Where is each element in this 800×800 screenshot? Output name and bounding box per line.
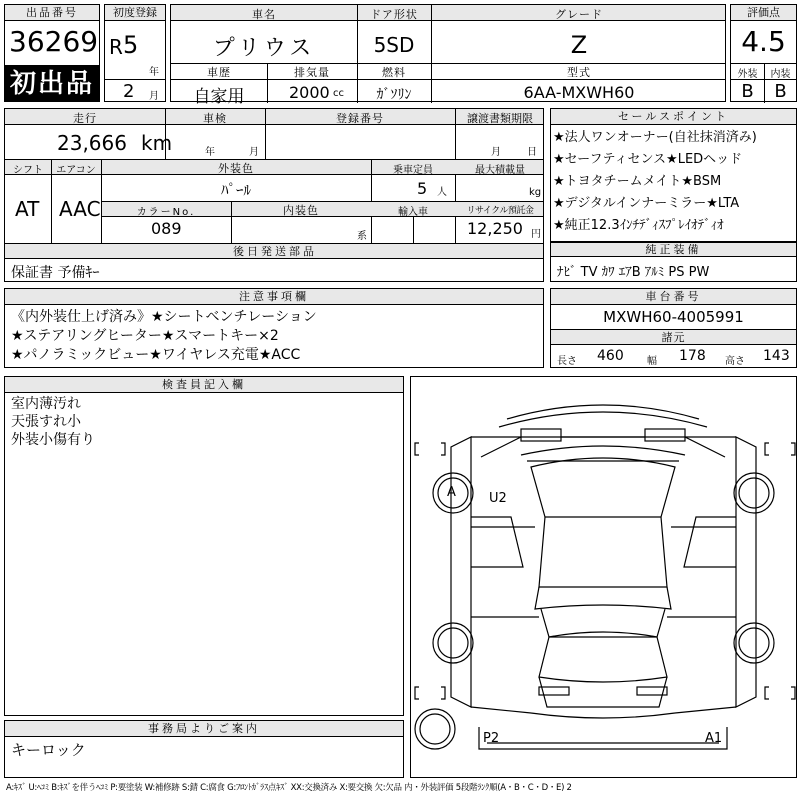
chassis-number: MXWH60-4005991 — [603, 308, 744, 326]
car-diagram — [410, 376, 797, 778]
height: 143 — [763, 348, 790, 364]
inspector-notes — [11, 395, 95, 449]
ext-color-label: 外装色 — [218, 162, 254, 175]
sales-label: セールスポイント — [551, 109, 796, 125]
inspector-note: 天張すれ小 — [11, 414, 81, 430]
note-line: ★ステアリングヒーター★スマートキー×2 — [11, 328, 279, 344]
office-box — [4, 720, 404, 778]
capacity-label: 乗車定員 — [393, 165, 433, 176]
door-type: 5SD — [373, 33, 415, 57]
score: 4.5 — [741, 25, 786, 58]
office-text: キーロック — [11, 741, 86, 759]
damage-mark-p2: P2 — [483, 731, 500, 746]
height-label: 高さ — [725, 356, 745, 367]
equipment: ﾅﾋﾞ TV ｶﾜ ｴｱB ｱﾙﾐ PS PW — [557, 265, 710, 280]
notes-box — [4, 288, 544, 368]
transfer-month-unit: 月 — [491, 147, 501, 158]
details-box — [4, 108, 544, 282]
displacement-label: 排気量 — [294, 66, 330, 79]
ext-color: ﾊﾟｰﾙ — [220, 181, 251, 199]
ext-label: 外装 — [737, 69, 758, 80]
model-label: 型式 — [567, 66, 591, 79]
later-parts: 保証書 予備ｷｰ — [11, 265, 100, 281]
inspector-note: 室内薄汚れ — [11, 396, 81, 412]
recycle-label: リサイクル預託金 — [466, 206, 534, 216]
ac: AAC — [59, 197, 101, 221]
length: 460 — [597, 348, 624, 364]
inspector-box — [4, 376, 404, 716]
recycle: 12,250 — [467, 219, 523, 238]
equipment-label: 純正装備 — [551, 243, 796, 257]
displacement-unit: cc — [333, 88, 344, 99]
load-unit: kg — [529, 187, 542, 198]
notes-list — [11, 308, 317, 365]
int-label: 内装 — [770, 69, 791, 80]
sales-point: ★純正12.3ｲﾝﾁﾃﾞｨｽﾌﾟﾚｲｵﾃﾞｨｵ — [553, 218, 724, 233]
equipment-box — [550, 242, 797, 282]
mileage-label: 走行 — [73, 112, 97, 125]
lot-box — [4, 4, 100, 66]
inspector-note: 外装小傷有り — [11, 432, 95, 448]
year-unit: 年 — [149, 67, 159, 78]
int-grade: B — [774, 81, 787, 102]
history-label: 車歴 — [207, 66, 231, 79]
lot-label: 出品番号 — [5, 5, 99, 21]
length-label: 長さ — [557, 356, 577, 367]
history: 自家用 — [193, 87, 245, 107]
score-label: 評価点 — [731, 5, 796, 21]
load-label: 最大積載量 — [475, 165, 525, 176]
first-listing-badge: 初出品 — [4, 66, 100, 102]
name-label: 車名 — [252, 8, 276, 21]
mileage-unit: km — [141, 131, 173, 155]
sales-point: ★トヨタチームメイト★BSM — [553, 174, 722, 189]
fuel-label: 燃料 — [382, 66, 406, 79]
lot-number: 36269 — [9, 25, 99, 58]
top-section — [4, 4, 797, 107]
later-parts-label: 後日発送部品 — [233, 245, 317, 258]
sales-point: ★法人ワンオーナー(自社抹消済み) — [553, 130, 757, 145]
inspector-label: 検査員記入欄 — [5, 377, 403, 393]
vehicle-info-box — [170, 4, 726, 107]
notes-label: 注意事項欄 — [5, 289, 543, 305]
reg-year: 5 — [123, 31, 139, 59]
import-label: 輸入車 — [398, 207, 428, 218]
plate-label: 登録番号 — [336, 112, 384, 125]
int-color-suffix: 系 — [357, 231, 367, 242]
first-registration-box — [104, 4, 166, 102]
grade: Z — [570, 31, 588, 59]
reg-month: 2 — [123, 81, 135, 102]
ac-label: エアコン — [56, 165, 96, 176]
chassis-label: 車台番号 — [551, 289, 796, 305]
color-no-label: カラーNo. — [136, 207, 196, 218]
first-reg-label: 初度登録 — [105, 5, 165, 21]
shift: AT — [15, 197, 40, 221]
sales-points-list — [553, 127, 796, 237]
mileage: 23,666 — [57, 131, 127, 155]
legend: A:ｷｽﾞ U:ﾍｺﾐ B:ｷｽﾞを伴うﾍｺﾐ P:要塗装 W:補修跡 S:錆 C:腐食 G:ﾌﾛﾝﾄｶﾞﾗｽ点ｷｽﾞ XX:交換済み X:要交換 欠:欠品 内・外装評価 5段階ﾗﾝｸ順(A・B・C・D・E) 2 — [6, 783, 572, 793]
chassis-box — [550, 288, 797, 368]
score-box — [730, 4, 797, 102]
width: 178 — [679, 348, 706, 364]
recycle-unit: 円 — [531, 229, 541, 240]
era: R — [109, 35, 123, 59]
inspection-year-unit: 年 — [205, 147, 215, 158]
color-no: 089 — [151, 219, 182, 238]
dims-label: 諸元 — [661, 331, 686, 344]
office-label: 事務局よりご案内 — [5, 721, 403, 737]
damage-mark-u2: U2 — [489, 491, 507, 506]
note-line: 《内外装仕上げ済み》★シートベンチレーション — [11, 309, 317, 325]
capacity: 5 — [417, 179, 428, 198]
capacity-unit: 人 — [437, 187, 447, 198]
sales-points-box — [550, 108, 797, 242]
car-diagram-svg — [411, 377, 796, 777]
ext-grade: B — [741, 81, 754, 102]
inspection-label: 車検 — [203, 112, 227, 125]
displacement: 2000 — [289, 83, 330, 102]
transfer-day-unit: 日 — [527, 147, 537, 158]
width-label: 幅 — [647, 356, 657, 367]
sales-point: ★セーフティセンス★LEDヘッド — [553, 152, 743, 167]
transfer-label: 譲渡書類期限 — [467, 112, 533, 125]
int-color-label: 内装色 — [283, 204, 319, 217]
model: 6AA-MXWH60 — [523, 83, 635, 102]
damage-mark-a: A — [447, 485, 456, 500]
sales-point: ★デジタルインナーミラー★LTA — [553, 196, 740, 211]
shift-label: シフト — [13, 165, 43, 176]
month-unit: 月 — [149, 91, 159, 102]
fuel: ｶﾞｿﾘﾝ — [376, 87, 412, 103]
damage-mark-a1: A1 — [705, 731, 723, 746]
grade-label: グレード — [555, 8, 603, 21]
door-label: ドア形状 — [370, 8, 418, 21]
inspection-month-unit: 月 — [249, 147, 259, 158]
note-line: ★パノラミックビュー★ワイヤレス充電★ACC — [11, 347, 301, 363]
car-name: プリウス — [212, 36, 316, 61]
